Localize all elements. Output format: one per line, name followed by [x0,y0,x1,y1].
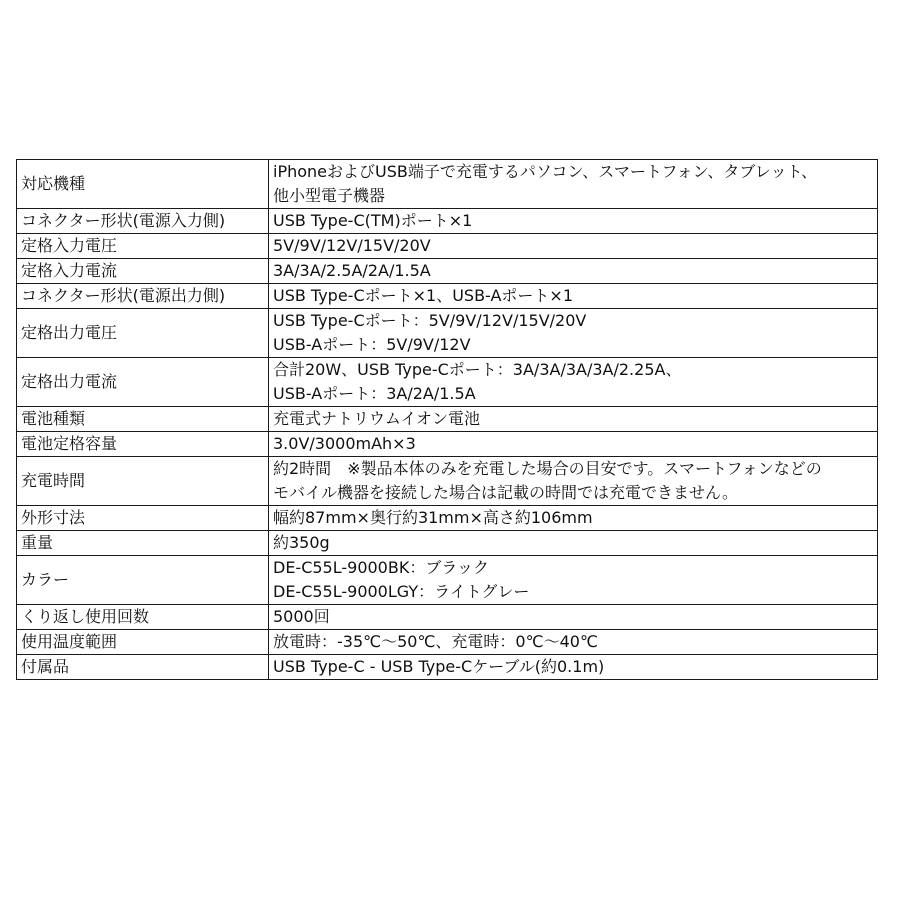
spec-value-line: USB-Aポート：5V/9V/12V [273,335,471,354]
spec-value [269,358,878,407]
spec-value-line: 5000回 [273,607,330,626]
spec-value [269,457,878,506]
spec-row [17,259,878,284]
spec-value-line: 他小型電子機器 [273,186,386,205]
spec-value-line: 放電時：-35℃〜50℃、充電時：0℃〜40℃ [273,632,598,651]
spec-value [269,506,878,531]
spec-value-line: 3A/3A/2.5A/2A/1.5A [273,261,431,280]
spec-label: 定格入力電流 [17,259,269,284]
spec-row [17,284,878,309]
spec-value [269,209,878,234]
spec-value-line: USB Type-Cポート：5V/9V/12V/15V/20V [273,311,587,330]
spec-row [17,358,878,407]
spec-row [17,556,878,605]
spec-value [269,432,878,457]
spec-value [269,284,878,309]
spec-label: 電池定格容量 [17,432,269,457]
spec-row [17,531,878,556]
spec-value [269,259,878,284]
spec-value [269,556,878,605]
spec-value [269,309,878,358]
spec-label: 定格出力電圧 [17,309,269,358]
spec-value-line: USB-Aポート：3A/2A/1.5A [273,384,476,403]
spec-value-line: USB Type-C(TM)ポート×1 [273,211,473,230]
spec-value-line: 幅約87mm×奥行約31mm×高さ約106mm [273,508,593,527]
spec-value [269,234,878,259]
spec-value-line: DE-C55L-9000BK：ブラック [273,558,490,577]
spec-value-line: 約2時間 ※製品本体のみを充電した場合の目安です。スマートフォンなどの [273,459,822,478]
spec-row [17,309,878,358]
spec-value-line: 5V/9V/12V/15V/20V [273,236,431,255]
spec-value [269,407,878,432]
spec-row [17,457,878,506]
spec-value-line: DE-C55L-9000LGY：ライトグレー [273,582,530,601]
spec-value-line: 充電式ナトリウムイオン電池 [273,409,481,428]
spec-row [17,209,878,234]
spec-label: コネクター形状(電源出力側) [17,284,269,309]
spec-label: 重量 [17,531,269,556]
spec-row [17,506,878,531]
spec-label: 充電時間 [17,457,269,506]
spec-label: カラー [17,556,269,605]
spec-value-line: USB Type-C - USB Type-Cケーブル(約0.1m) [273,657,605,676]
spec-value-line: iPhoneおよびUSB端子で充電するパソコン、スマートフォン、タブレット、 [273,162,818,181]
spec-label: 定格出力電流 [17,358,269,407]
spec-label: 対応機種 [17,160,269,209]
spec-row [17,234,878,259]
spec-row [17,432,878,457]
spec-value [269,655,878,680]
spec-row [17,160,878,209]
spec-value-line: USB Type-Cポート×1、USB-Aポート×1 [273,286,574,305]
spec-value [269,160,878,209]
spec-label: コネクター形状(電源入力側) [17,209,269,234]
spec-label: 付属品 [17,655,269,680]
spec-table-body [17,160,878,680]
spec-value-line: モバイル機器を接続した場合は記載の時間では充電できません。 [273,483,738,502]
spec-value-line: 約350g [273,533,330,552]
spec-label: 外形寸法 [17,506,269,531]
spec-table [16,159,878,680]
spec-value-line: 3.0V/3000mAh×3 [273,434,416,453]
spec-label: 電池種類 [17,407,269,432]
spec-value-line: 合計20W、USB Type-Cポート：3A/3A/3A/3A/2.25A、 [273,360,682,379]
spec-value [269,605,878,630]
spec-label: 定格入力電圧 [17,234,269,259]
spec-row [17,407,878,432]
spec-label: くり返し使用回数 [17,605,269,630]
spec-value [269,630,878,655]
spec-row [17,655,878,680]
spec-value [269,531,878,556]
spec-row [17,605,878,630]
spec-label: 使用温度範囲 [17,630,269,655]
spec-row [17,630,878,655]
